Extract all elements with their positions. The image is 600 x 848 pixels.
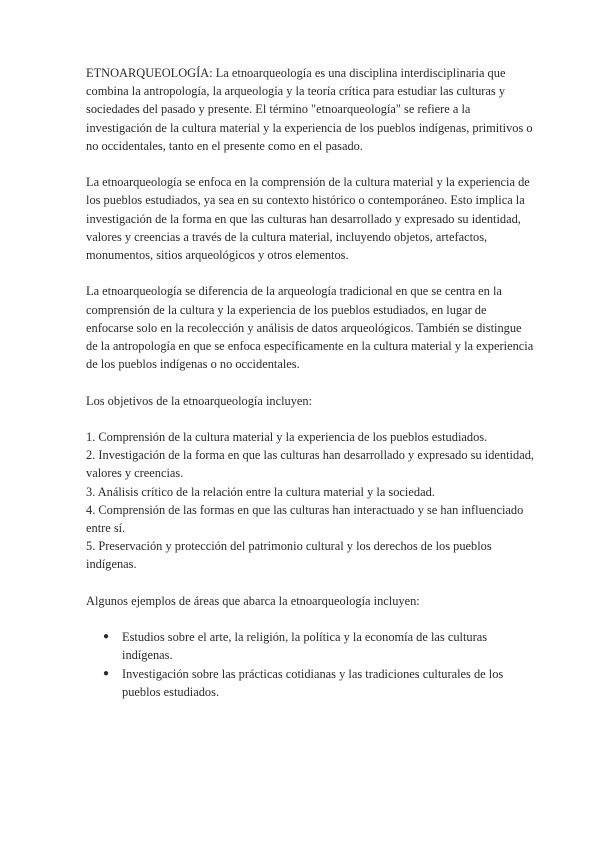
paragraph-focus: La etnoarqueología se enfoca en la comprensión de la cultura material y la experiencia de los pueblos estudiados, ya sea en su contexto histórico o contemporáneo. Esto implica la investigación de la forma en que las culturas han desarrollado y expresado su identidad, valores y creencias a través de la cultura material, incluyendo objetos, artefactos, monumentos, sitios arqueológicos y otros elementos. [86,175,530,263]
area-item [86,665,536,701]
areas-list [86,628,536,701]
objectives-list [86,428,536,574]
area-item-text: Investigación sobre las prácticas cotidianas y las tradiciones culturales de los pueblos estudiados. [122,666,504,699]
area-item [86,628,536,664]
bullet-icon: ● [103,631,110,643]
bullet-icon: ● [103,667,110,679]
objective-item: 4. Comprensión de las formas en que las culturas han interactuado y se han influenciado entre sí. [86,502,524,536]
document-page [86,64,536,701]
paragraph-differences: La etnoarqueología se diferencia de la arqueología tradicional en que se centra en la comprensión de la cultura y la experiencia de los pueblos estudiados, en lugar de enfocarse solo en la recolección y análisis de datos arqueológicos. También se distingue de la antropología en que se enfoca específicamente en la cultura material y la experiencia de los pueblos indígenas o no occidentales. [86,284,534,372]
area-item-text: Estudios sobre el arte, la religión, la política y la economía de las culturas indígenas. [122,630,488,663]
areas-intro: Algunos ejemplos de áreas que abarca la etnoarqueología incluyen: [86,593,420,608]
objective-item: 3. Análisis crítico de la relación entre la cultura material y la sociedad. [86,484,435,499]
objective-item: 2. Investigación de la forma en que las culturas han desarrollado y expresado su identidad, valores y creencias. [86,448,534,481]
objective-item: 1. Comprensión de la cultura material y la experiencia de los pueblos estudiados. [86,430,488,444]
intro-paragraph: ETNOARQUEOLOGÍA: La etnoarqueología es una disciplina interdisciplinaria que combina la antropología, la arqueología y la teoría crítica para estudiar las culturas y sociedades del pasado y presente. El término "etnoarqueología" se refiere a la investigación de la cultura material y la experiencia de los pueblos indígenas, primitivos o no occidentales, tanto en el presente como en el pasado. [86,66,533,153]
objective-item: 5. Preservación y protección del patrimonio cultural y los derechos de los pueblos indígenas. [86,539,492,572]
objectives-intro: Los objetivos de la etnoarqueología incluyen: [86,393,313,408]
